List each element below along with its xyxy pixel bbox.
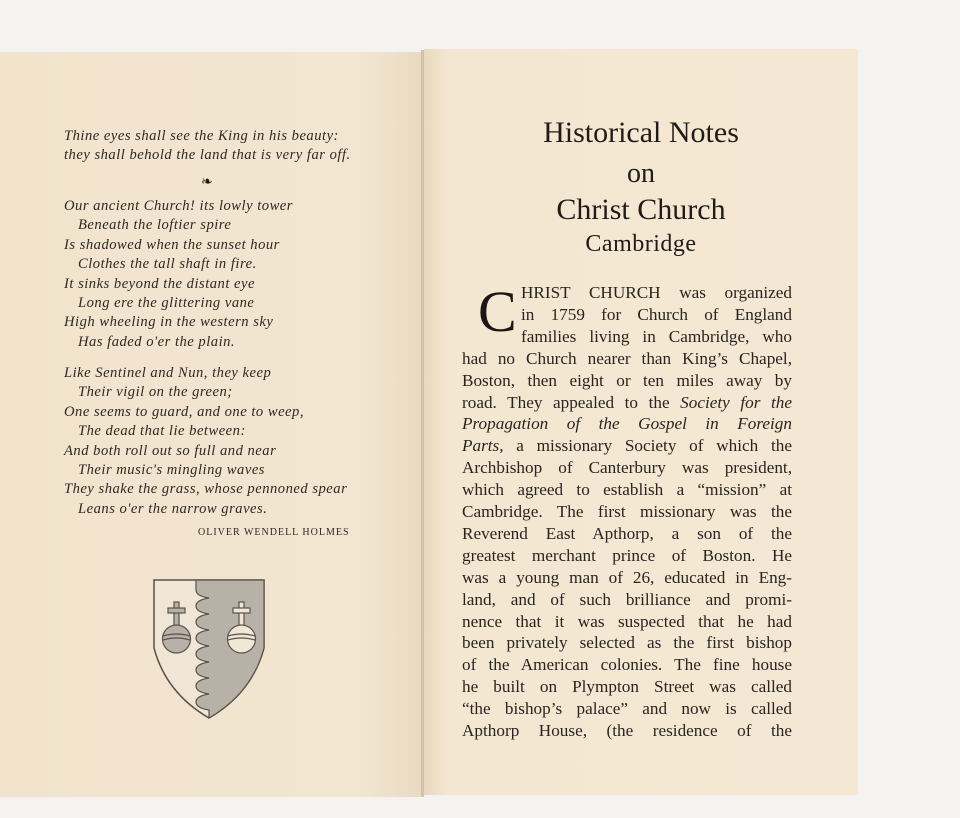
body-line bbox=[462, 720, 792, 742]
body-text-segment: HRIST CHURCH was organized bbox=[521, 283, 792, 302]
poem-line: And both roll out so full and near bbox=[64, 442, 277, 459]
poem-line: High wheeling in the western sky bbox=[64, 314, 274, 331]
body-text-segment: Reverend East Apthorp, a son of the bbox=[462, 523, 792, 543]
body-line bbox=[521, 326, 792, 348]
poem-line: Their music's mingling waves bbox=[78, 462, 265, 478]
poem-line: They shake the grass, whose pennoned spear bbox=[64, 481, 348, 498]
body-text-segment: greatest merchant prince of Boston. He bbox=[462, 545, 792, 565]
body-text-segment: was a young man of 26, educated in Eng- bbox=[462, 567, 792, 587]
body-line bbox=[521, 282, 792, 304]
body-text-segment: in 1759 for Church of England bbox=[521, 304, 792, 324]
body-text-segment: which agreed to establish a “mission” at bbox=[462, 480, 792, 500]
body-line bbox=[462, 676, 792, 698]
body-text-segment: Parts, bbox=[462, 436, 504, 456]
body-line bbox=[462, 479, 792, 501]
body-line bbox=[462, 632, 792, 654]
body-line bbox=[462, 545, 792, 567]
poem-author: OLIVER WENDELL HOLMES bbox=[198, 527, 350, 538]
body-line bbox=[521, 304, 792, 326]
epigraph-line: Thine eyes shall see the King in his beauty: bbox=[64, 128, 339, 144]
body-line bbox=[462, 567, 792, 589]
page-title-connector: on bbox=[627, 158, 655, 189]
poem-line: Beneath the loftier spire bbox=[78, 217, 232, 234]
body-line bbox=[462, 348, 792, 370]
body-line bbox=[462, 457, 792, 479]
body-text-segment: of the American colonies. The fine house bbox=[462, 655, 792, 675]
poem-line: Is shadowed when the sunset hour bbox=[64, 236, 280, 253]
poem-line: Clothes the tall shaft in fire. bbox=[78, 256, 257, 273]
shield-with-two-orbs-icon bbox=[152, 578, 266, 720]
poem-line: Has faded o'er the plain. bbox=[78, 333, 236, 350]
body-text-segment: “the bishop’s palace” and now is called bbox=[462, 699, 792, 719]
body-line bbox=[462, 654, 792, 676]
poem-line: Like Sentinel and Nun, they keep bbox=[64, 365, 272, 381]
poem-line: Leans o'er the narrow graves. bbox=[78, 500, 268, 517]
body-text-segment: Archbishop of Canterbury was president, bbox=[462, 458, 792, 478]
body-text-segment: he built on Plympton Street was called bbox=[462, 677, 792, 697]
page-title-church: Christ Church bbox=[556, 193, 726, 226]
body-line bbox=[462, 370, 792, 392]
poem-line: Their vigil on the green; bbox=[78, 384, 233, 401]
epigraph-line: they shall behold the land that is very far off. bbox=[64, 147, 351, 163]
body-text-segment: Cambridge. The first missionary was the bbox=[462, 502, 792, 521]
drop-cap: C bbox=[478, 279, 517, 344]
body-line bbox=[462, 523, 792, 545]
body-line bbox=[462, 413, 792, 435]
body-text-segment: been privately selected as the first bishop bbox=[462, 633, 792, 653]
body-line bbox=[462, 698, 792, 720]
fleuron-ornament-icon: ❧ bbox=[201, 174, 213, 190]
page-title: Historical Notes bbox=[543, 116, 739, 149]
body-text-segment: Apthorp House, (the residence of the bbox=[462, 721, 792, 740]
body-line bbox=[462, 611, 792, 633]
body-text-segment: Society for the bbox=[680, 392, 793, 412]
body-line bbox=[462, 589, 792, 611]
body-text-segment: road. They appealed to the bbox=[462, 392, 681, 412]
poem-line: One seems to guard, and one to weep, bbox=[64, 403, 304, 420]
body-text-segment: Boston, then eight or ten miles away by bbox=[462, 370, 792, 390]
body-line bbox=[462, 501, 792, 523]
body-text-segment: land, and of such brilliance and promi- bbox=[462, 589, 792, 609]
poem-line: Our ancient Church! its lowly tower bbox=[64, 198, 293, 214]
page-subtitle: Cambridge bbox=[585, 231, 697, 257]
body-text-segment: had no Church nearer than King’s Chapel, bbox=[462, 348, 792, 368]
poem-line: The dead that lie between: bbox=[78, 423, 246, 440]
body-text-segment: Propagation of the Gospel in Foreign bbox=[462, 414, 792, 434]
poem-line: Long ere the glittering vane bbox=[78, 295, 255, 311]
body-line bbox=[462, 435, 792, 457]
body-text-segment: nence that it was suspected that he had bbox=[462, 611, 792, 631]
poem-line: It sinks beyond the distant eye bbox=[64, 275, 255, 292]
body-line bbox=[462, 392, 792, 414]
body-text-segment: families living in Cambridge, who bbox=[521, 326, 792, 346]
body-text-segment: a missionary Society of which the bbox=[503, 436, 792, 456]
